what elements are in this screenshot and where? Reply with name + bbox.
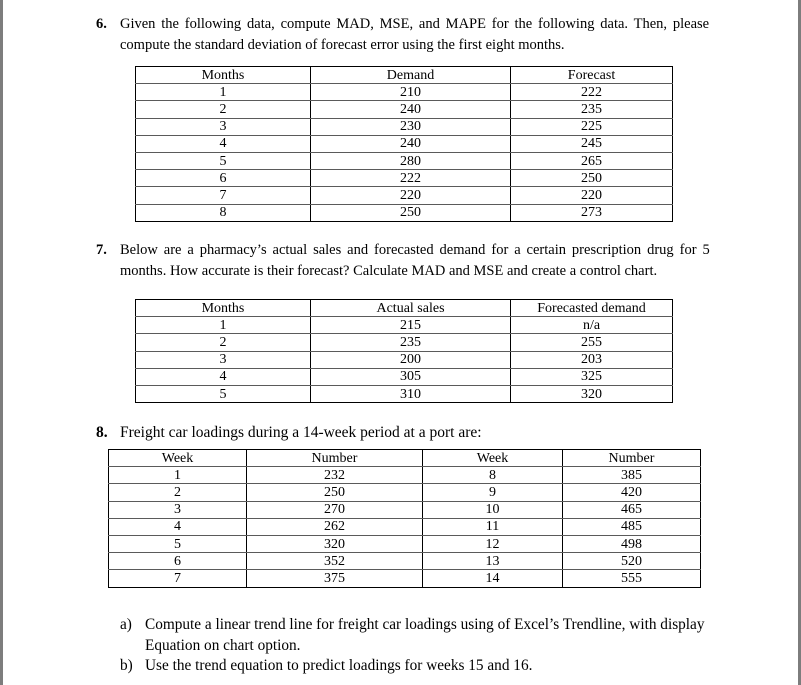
table-cell: 230 [311,118,511,135]
part-label: a) [120,616,132,633]
question-text-line: months. How accurate is their forecast? Calculate MAD and MSE and create a control chart. [120,263,658,279]
table-cell: 555 [563,570,701,587]
table-row [136,118,673,135]
table-cell: 1 [136,84,311,101]
table-cell: 270 [247,501,423,518]
part-text-line: Compute a linear trend line for freight car loadings using of Excel’s Trendline, with display [145,616,705,633]
table-header-cell: Months [136,300,311,317]
table-cell: n/a [511,317,673,334]
table-cell: 200 [311,351,511,368]
table-cell: 240 [311,101,511,118]
table-row [109,484,701,501]
table-cell: 305 [311,368,511,385]
table-cell: 210 [311,84,511,101]
table-header-cell: Months [136,67,311,84]
table-cell: 4 [136,368,311,385]
table-cell: 9 [423,484,563,501]
table-header-row [109,450,701,467]
page-edge-left [0,0,3,685]
table-cell: 4 [136,135,311,152]
table-cell: 203 [511,351,673,368]
table-row [136,204,673,221]
table-cell: 320 [247,535,423,552]
table-row [136,351,673,368]
question-text [120,14,709,56]
table-row [109,518,701,535]
question-text [120,422,482,443]
table-cell: 385 [563,467,701,484]
table-cell: 2 [136,101,311,118]
table-cell: 11 [423,518,563,535]
table-row [136,334,673,351]
table-header-row [136,67,673,84]
table-cell: 3 [136,118,311,135]
table-cell: 273 [511,204,673,221]
table-header-cell: Demand [311,67,511,84]
table-header-cell: Number [563,450,701,467]
table-cell: 310 [311,385,511,402]
pharmacy-sales-table [135,299,673,403]
table-header-row [136,300,673,317]
table-header-cell: Week [423,450,563,467]
table-cell: 220 [511,187,673,204]
table-cell: 5 [136,152,311,169]
table-row [136,385,673,402]
question-number: 7. [96,242,107,258]
demand-forecast-table [135,66,673,222]
part-text-line: Equation on chart option. [145,636,301,654]
table-cell: 280 [311,152,511,169]
table-cell: 485 [563,518,701,535]
table-row [136,368,673,385]
table-cell: 4 [109,518,247,535]
table-row [136,187,673,204]
table-cell: 5 [109,535,247,552]
table-cell: 520 [563,553,701,570]
table-cell: 3 [109,501,247,518]
table-cell: 320 [511,385,673,402]
table-row [136,101,673,118]
table-row [109,553,701,570]
table-cell: 325 [511,368,673,385]
table-cell: 2 [136,334,311,351]
table-row [109,535,701,552]
table-cell: 250 [511,170,673,187]
table-cell: 250 [311,204,511,221]
table-row [136,84,673,101]
question-number: 6. [96,16,107,32]
question-text-line: Given the following data, compute MAD, MSE, and MAPE for the following data. Then, please [120,16,710,32]
table-row [109,467,701,484]
table-cell: 7 [109,570,247,587]
question-text-line: compute the standard deviation of forecast error using the first eight months. [120,37,565,53]
table-cell: 1 [109,467,247,484]
table-cell: 8 [136,204,311,221]
question-number: 8. [96,424,108,441]
table-row [109,570,701,587]
table-cell: 12 [423,535,563,552]
table-header-cell: Week [109,450,247,467]
table-cell: 262 [247,518,423,535]
table-cell: 1 [136,317,311,334]
table-cell: 3 [136,351,311,368]
table-header-cell: Forecast [511,67,673,84]
part-text [145,615,705,656]
question-text [120,240,710,282]
table-cell: 255 [511,334,673,351]
table-cell: 240 [311,135,511,152]
table-cell: 6 [109,553,247,570]
table-cell: 215 [311,317,511,334]
table-cell: 7 [136,187,311,204]
question-part-b [120,656,705,677]
table-row [136,135,673,152]
table-header-cell: Number [247,450,423,467]
table-header-cell: Actual sales [311,300,511,317]
table-row [136,170,673,187]
table-cell: 420 [563,484,701,501]
question-text-line: Below are a pharmacy’s actual sales and forecasted demand for a certain prescription drug for 5 [120,242,710,258]
question-text-line: Freight car loadings during a 14-week period at a port are: [120,424,482,441]
part-label: b) [120,657,133,674]
table-cell: 222 [311,170,511,187]
table-cell: 13 [423,553,563,570]
table-cell: 8 [423,467,563,484]
freight-loadings-table [108,449,701,588]
table-cell: 375 [247,570,423,587]
table-cell: 220 [311,187,511,204]
table-cell: 245 [511,135,673,152]
table-cell: 250 [247,484,423,501]
table-cell: 14 [423,570,563,587]
table-cell: 265 [511,152,673,169]
question-part-a [120,615,705,656]
table-cell: 235 [311,334,511,351]
table-cell: 10 [423,501,563,518]
table-cell: 225 [511,118,673,135]
table-cell: 5 [136,385,311,402]
table-cell: 6 [136,170,311,187]
question-parts [120,615,705,677]
table-cell: 235 [511,101,673,118]
table-header-cell: Forecasted demand [511,300,673,317]
table-cell: 352 [247,553,423,570]
table-cell: 222 [511,84,673,101]
table-cell: 465 [563,501,701,518]
table-row [136,152,673,169]
part-text [145,656,705,677]
table-row [109,501,701,518]
part-text-line: Use the trend equation to predict loadings for weeks 15 and 16. [145,657,533,674]
table-cell: 498 [563,535,701,552]
table-row [136,317,673,334]
table-cell: 2 [109,484,247,501]
table-cell: 232 [247,467,423,484]
